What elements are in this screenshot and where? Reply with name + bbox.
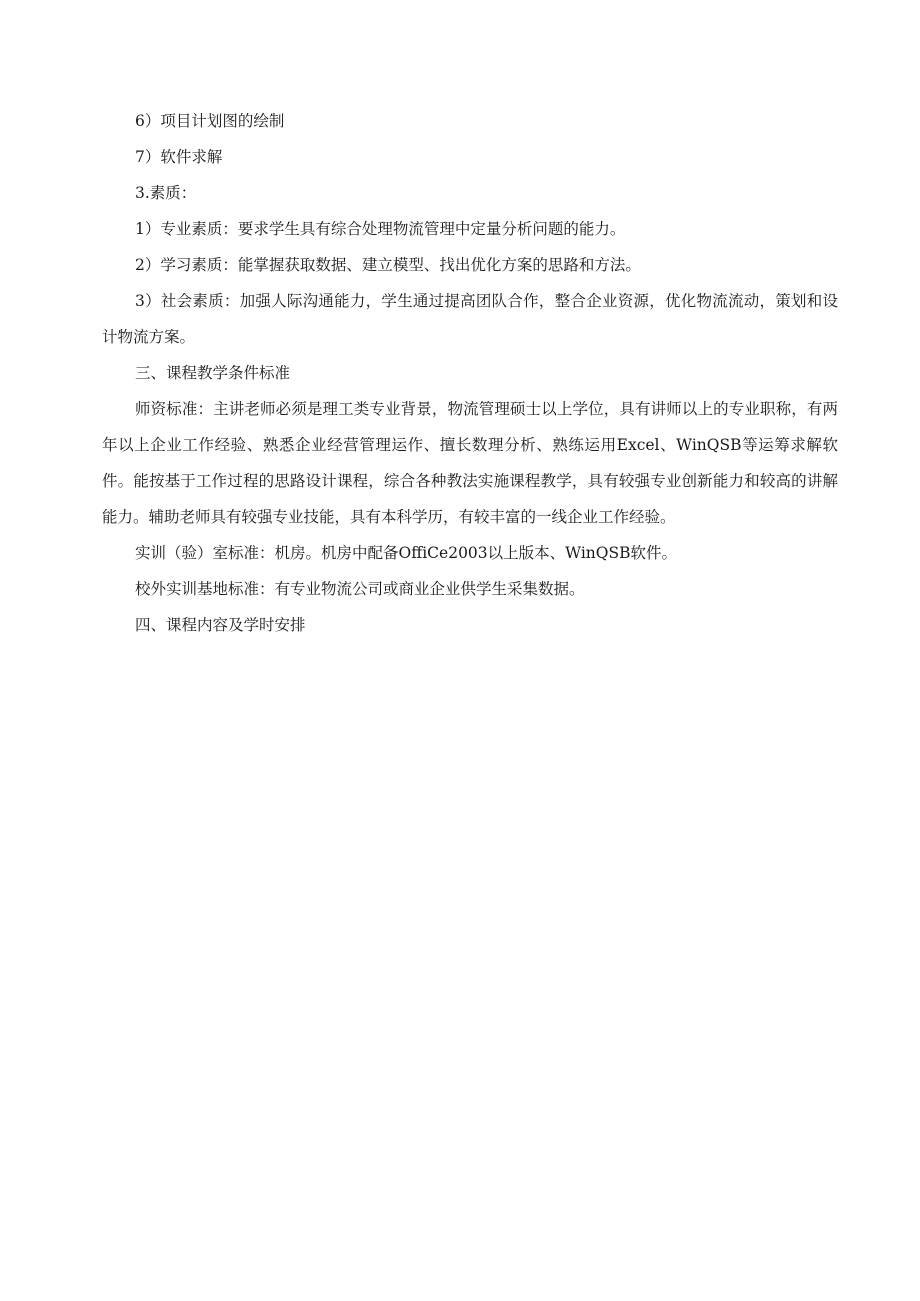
document-body [102, 103, 838, 643]
list-item-learning-quality: 2）学习素质：能掌握获取数据、建立模型、找出优化方案的思路和方法。 [135, 256, 641, 274]
list-item-software-solving: 7）软件求解 [135, 148, 223, 166]
paragraph-faculty-standard: 师资标准：主讲老师必须是理工类专业背景，物流管理硕士以上学位，具有讲师以上的专业职称，有两年以上企业工作经验、熟悉企业经营管理运作、擅长数理分析、熟练运用Excel、WinQSB等运筹求解软件。能按基于工作过程的思路设计课程，综合各种教法实施课程教学，具有较强专业创新能力和较高的讲解能力。辅助老师具有较强专业技能，具有本科学历，有较丰富的一线企业工作经验。 [102, 400, 838, 526]
section-heading-teaching-conditions: 三、课程教学条件标准 [135, 364, 291, 382]
list-item-professional-quality: 1）专业素质：要求学生具有综合处理物流管理中定量分析问题的能力。 [135, 220, 626, 238]
section-heading-qualities: 3.素质： [135, 184, 197, 202]
paragraph-lab-standard: 实训（验）室标准：机房。机房中配备OffiCe2003以上版本、WinQSB软件。 [135, 544, 677, 562]
paragraph-offsite-base-standard: 校外实训基地标准：有专业物流公司或商业企业供学生采集数据。 [135, 580, 585, 598]
list-item-project-plan-drawing: 6）项目计划图的绘制 [135, 112, 285, 130]
list-item-social-quality: 3）社会素质：加强人际沟通能力，学生通过提高团队合作，整合企业资源，优化物流流动，策划和设计物流方案。 [102, 292, 838, 346]
section-heading-course-content: 四、课程内容及学时安排 [135, 616, 306, 634]
